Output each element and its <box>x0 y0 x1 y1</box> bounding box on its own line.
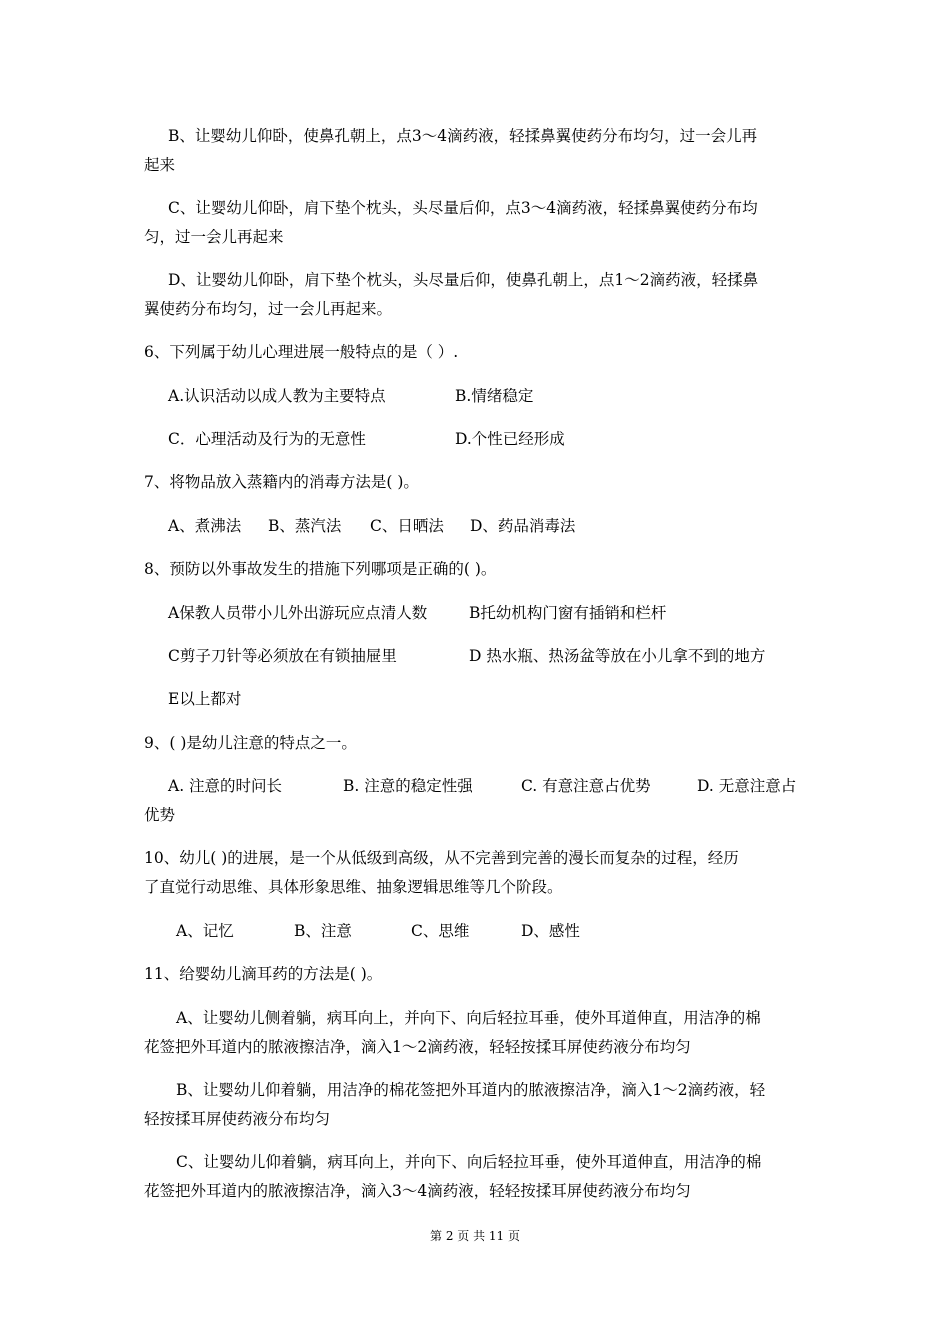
q6-stem: 6、下列属于幼儿心理进展一般特点的是（ ）. <box>144 343 459 361</box>
q7-option-c: C、日晒法 <box>370 517 444 535</box>
q11-option-b-line1: B、让婴幼儿仰着躺，用洁净的棉花签把外耳道内的脓液擦洁净，滴入1～2滴药液，轻 <box>176 1081 766 1099</box>
q11-option-a-line2: 花签把外耳道内的脓液擦洁净，滴入1～2滴药液，轻轻按揉耳屏使药液分布均匀 <box>144 1038 691 1056</box>
q9-option-b: B. 注意的稳定性强 <box>343 777 473 795</box>
q9-option-d-line2: 优势 <box>144 806 176 824</box>
q8-stem: 8、预防以外事故发生的措施下列哪项是正确的( )。 <box>144 560 497 578</box>
q7-option-d: D、药品消毒法 <box>470 517 576 535</box>
q10-option-d: D、感性 <box>521 922 580 940</box>
q5-option-b-line2: 起来 <box>144 156 176 174</box>
q8-option-a: A保教人员带小儿外出游玩应点清人数 <box>168 604 428 622</box>
q6-option-c: C．心理活动及行为的无意性 <box>168 430 366 448</box>
q9-stem: 9、( )是幼儿注意的特点之一。 <box>144 734 357 752</box>
q10-option-b: B、注意 <box>294 922 352 940</box>
q7-option-a: A、煮沸法 <box>168 517 242 535</box>
page-footer: 第 2 页 共 11 页 <box>430 1229 520 1243</box>
q5-option-d-line1: D、让婴幼儿仰卧，肩下垫个枕头，头尽量后仰，使鼻孔朝上，点1～2滴药液，轻揉鼻 <box>168 271 759 289</box>
q6-option-b: B.情绪稳定 <box>455 387 534 405</box>
q10-option-c: C、思维 <box>411 922 470 940</box>
q5-option-c-line1: C、让婴幼儿仰卧，肩下垫个枕头，头尽量后仰，点3～4滴药液，轻揉鼻翼使药分布均 <box>168 199 758 217</box>
q6-option-a: A.认识活动以成人教为主要特点 <box>168 387 386 405</box>
q11-option-a-line1: A、让婴幼儿侧着躺，病耳向上，并向下、向后轻拉耳垂，使外耳道伸直，用洁净的棉 <box>176 1009 761 1027</box>
q11-option-c-line2: 花签把外耳道内的脓液擦洁净，滴入3～4滴药液，轻轻按揉耳屏使药液分布均匀 <box>144 1182 691 1200</box>
q11-option-b-line2: 轻按揉耳屏使药液分布均匀 <box>144 1110 331 1128</box>
q8-option-b: B托幼机构门窗有插销和栏杆 <box>469 604 667 622</box>
q6-option-d: D.个性已经形成 <box>455 430 565 448</box>
q11-stem: 11、给婴幼儿滴耳药的方法是( )。 <box>144 965 383 983</box>
q8-option-d: D 热水瓶、热汤盆等放在小儿拿不到的地方 <box>469 647 766 665</box>
q5-option-d-line2: 翼使药分布均匀，过一会儿再起来。 <box>144 300 393 318</box>
q10-stem-line2: 了直觉行动思维、具体形象思维、抽象逻辑思维等几个阶段。 <box>144 878 563 896</box>
q9-option-a: A. 注意的时问长 <box>168 777 283 795</box>
q9-option-d-line1: D. 无意注意占 <box>697 777 797 795</box>
q8-option-c: C剪子刀针等必须放在有锁抽屉里 <box>168 647 397 665</box>
q5-option-b-line1: B、让婴幼儿仰卧，使鼻孔朝上，点3～4滴药液，轻揉鼻翼使药分布均匀，过一会儿再 <box>168 127 758 145</box>
q9-option-c: C. 有意注意占优势 <box>521 777 651 795</box>
q8-option-e: E以上都对 <box>168 690 242 708</box>
q5-option-c-line2: 匀，过一会儿再起来 <box>144 228 284 246</box>
q10-stem-line1: 10、幼儿( )的进展，是一个从低级到高级，从不完善到完善的漫长而复杂的过程，经历 <box>144 849 739 867</box>
q11-option-c-line1: C、让婴幼儿仰着躺，病耳向上，并向下、向后轻拉耳垂，使外耳道伸直，用洁净的棉 <box>176 1153 762 1171</box>
q7-option-b: B、蒸汽法 <box>268 517 342 535</box>
q10-option-a: A、记忆 <box>176 922 234 940</box>
q7-stem: 7、将物品放入蒸籍内的消毒方法是( )。 <box>144 473 419 491</box>
